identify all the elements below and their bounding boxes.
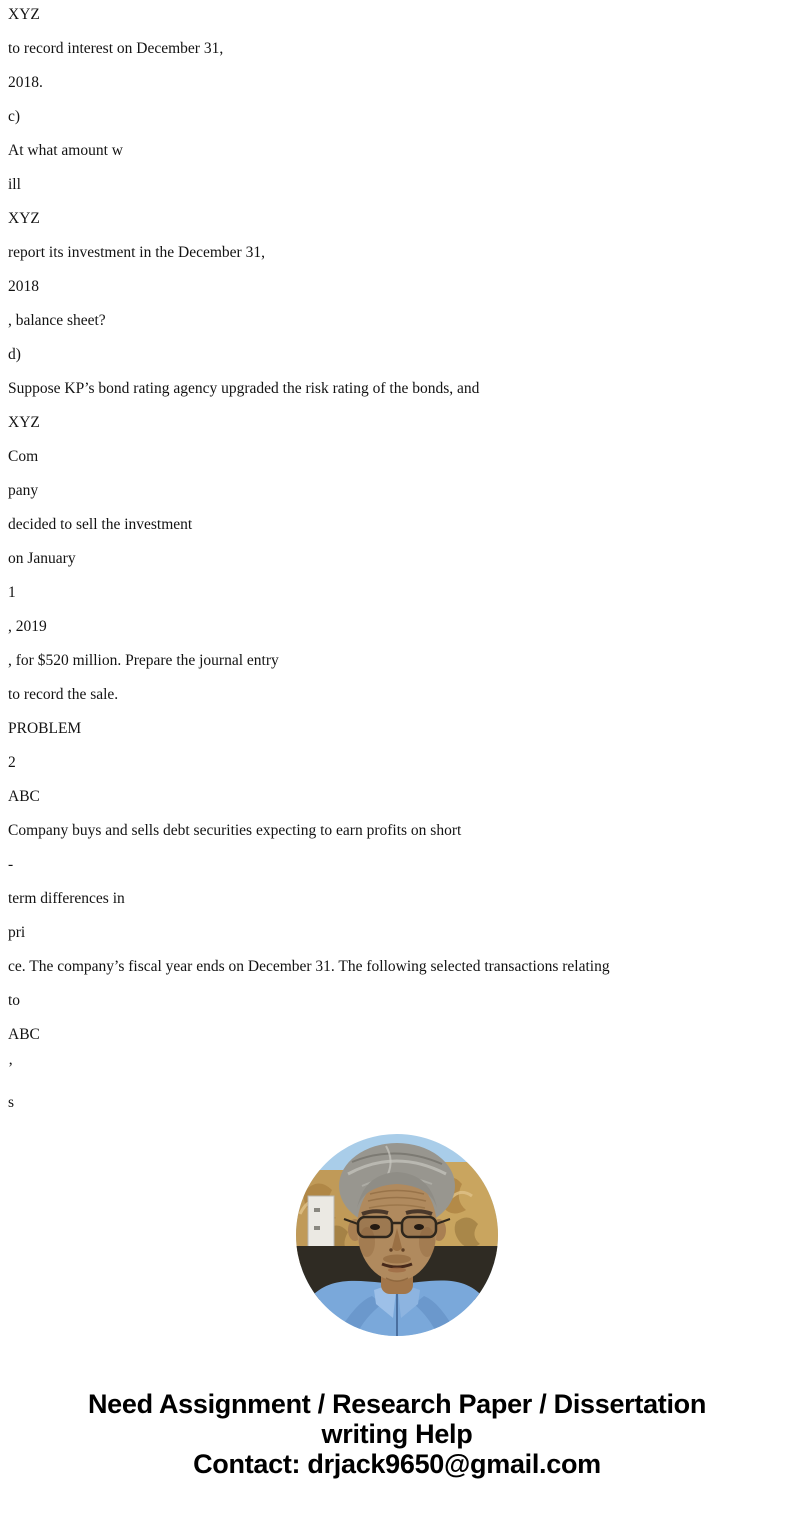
document-line: Company buys and sells debt securities expecting to earn profits on short	[8, 822, 462, 839]
footer-banner	[0, 1389, 794, 1479]
footer-heading-line2: writing Help	[321, 1419, 473, 1449]
document-line: 2	[8, 754, 16, 771]
document-line: s	[8, 1094, 15, 1111]
footer-heading-line1: Need Assignment / Research Paper / Dissertation	[87, 1389, 707, 1419]
document-line: term differences in	[8, 890, 125, 907]
document-line: d)	[8, 346, 21, 363]
document-line: on January	[8, 550, 76, 567]
document-line: ce. The company’s fiscal year ends on December 31. The following selected transactions relating	[8, 958, 610, 975]
document-line: PROBLEM	[8, 720, 82, 737]
document-line: , balance sheet?	[8, 312, 106, 329]
document-line: report its investment in the December 31,	[8, 244, 265, 261]
document-line: XYZ	[8, 210, 40, 227]
document-line: ABC	[8, 788, 40, 805]
footer-contact-line: Contact: drjack9650@gmail.com	[193, 1449, 601, 1479]
document-line: decided to sell the investment	[8, 516, 193, 533]
document-line: XYZ	[8, 414, 40, 431]
document-line: At what amount w	[8, 142, 123, 159]
avatar-container	[0, 1134, 794, 1336]
document-line: c)	[8, 108, 21, 125]
document-line: Suppose KP’s bond rating agency upgraded the risk rating of the bonds, and	[8, 380, 480, 397]
document-line: ABC	[8, 1026, 40, 1043]
document-line: , for $520 million. Prepare the journal entry	[8, 652, 279, 669]
document-line: Com	[8, 448, 39, 465]
document-line: XYZ	[8, 6, 40, 23]
document-line: , 2019	[8, 618, 47, 635]
document-line: ill	[8, 176, 21, 193]
document-line: 1	[8, 584, 16, 601]
document-line: ’	[8, 1060, 14, 1077]
document-line: to record the sale.	[8, 686, 119, 703]
document-line: pany	[8, 482, 39, 499]
profile-avatar	[296, 1134, 498, 1336]
document-line: to record interest on December 31,	[8, 40, 224, 57]
document-line: to	[8, 992, 21, 1009]
document-line: 2018	[8, 278, 39, 295]
document-line: -	[8, 856, 14, 873]
document-line: pri	[8, 924, 26, 941]
document-line: 2018.	[8, 74, 43, 91]
